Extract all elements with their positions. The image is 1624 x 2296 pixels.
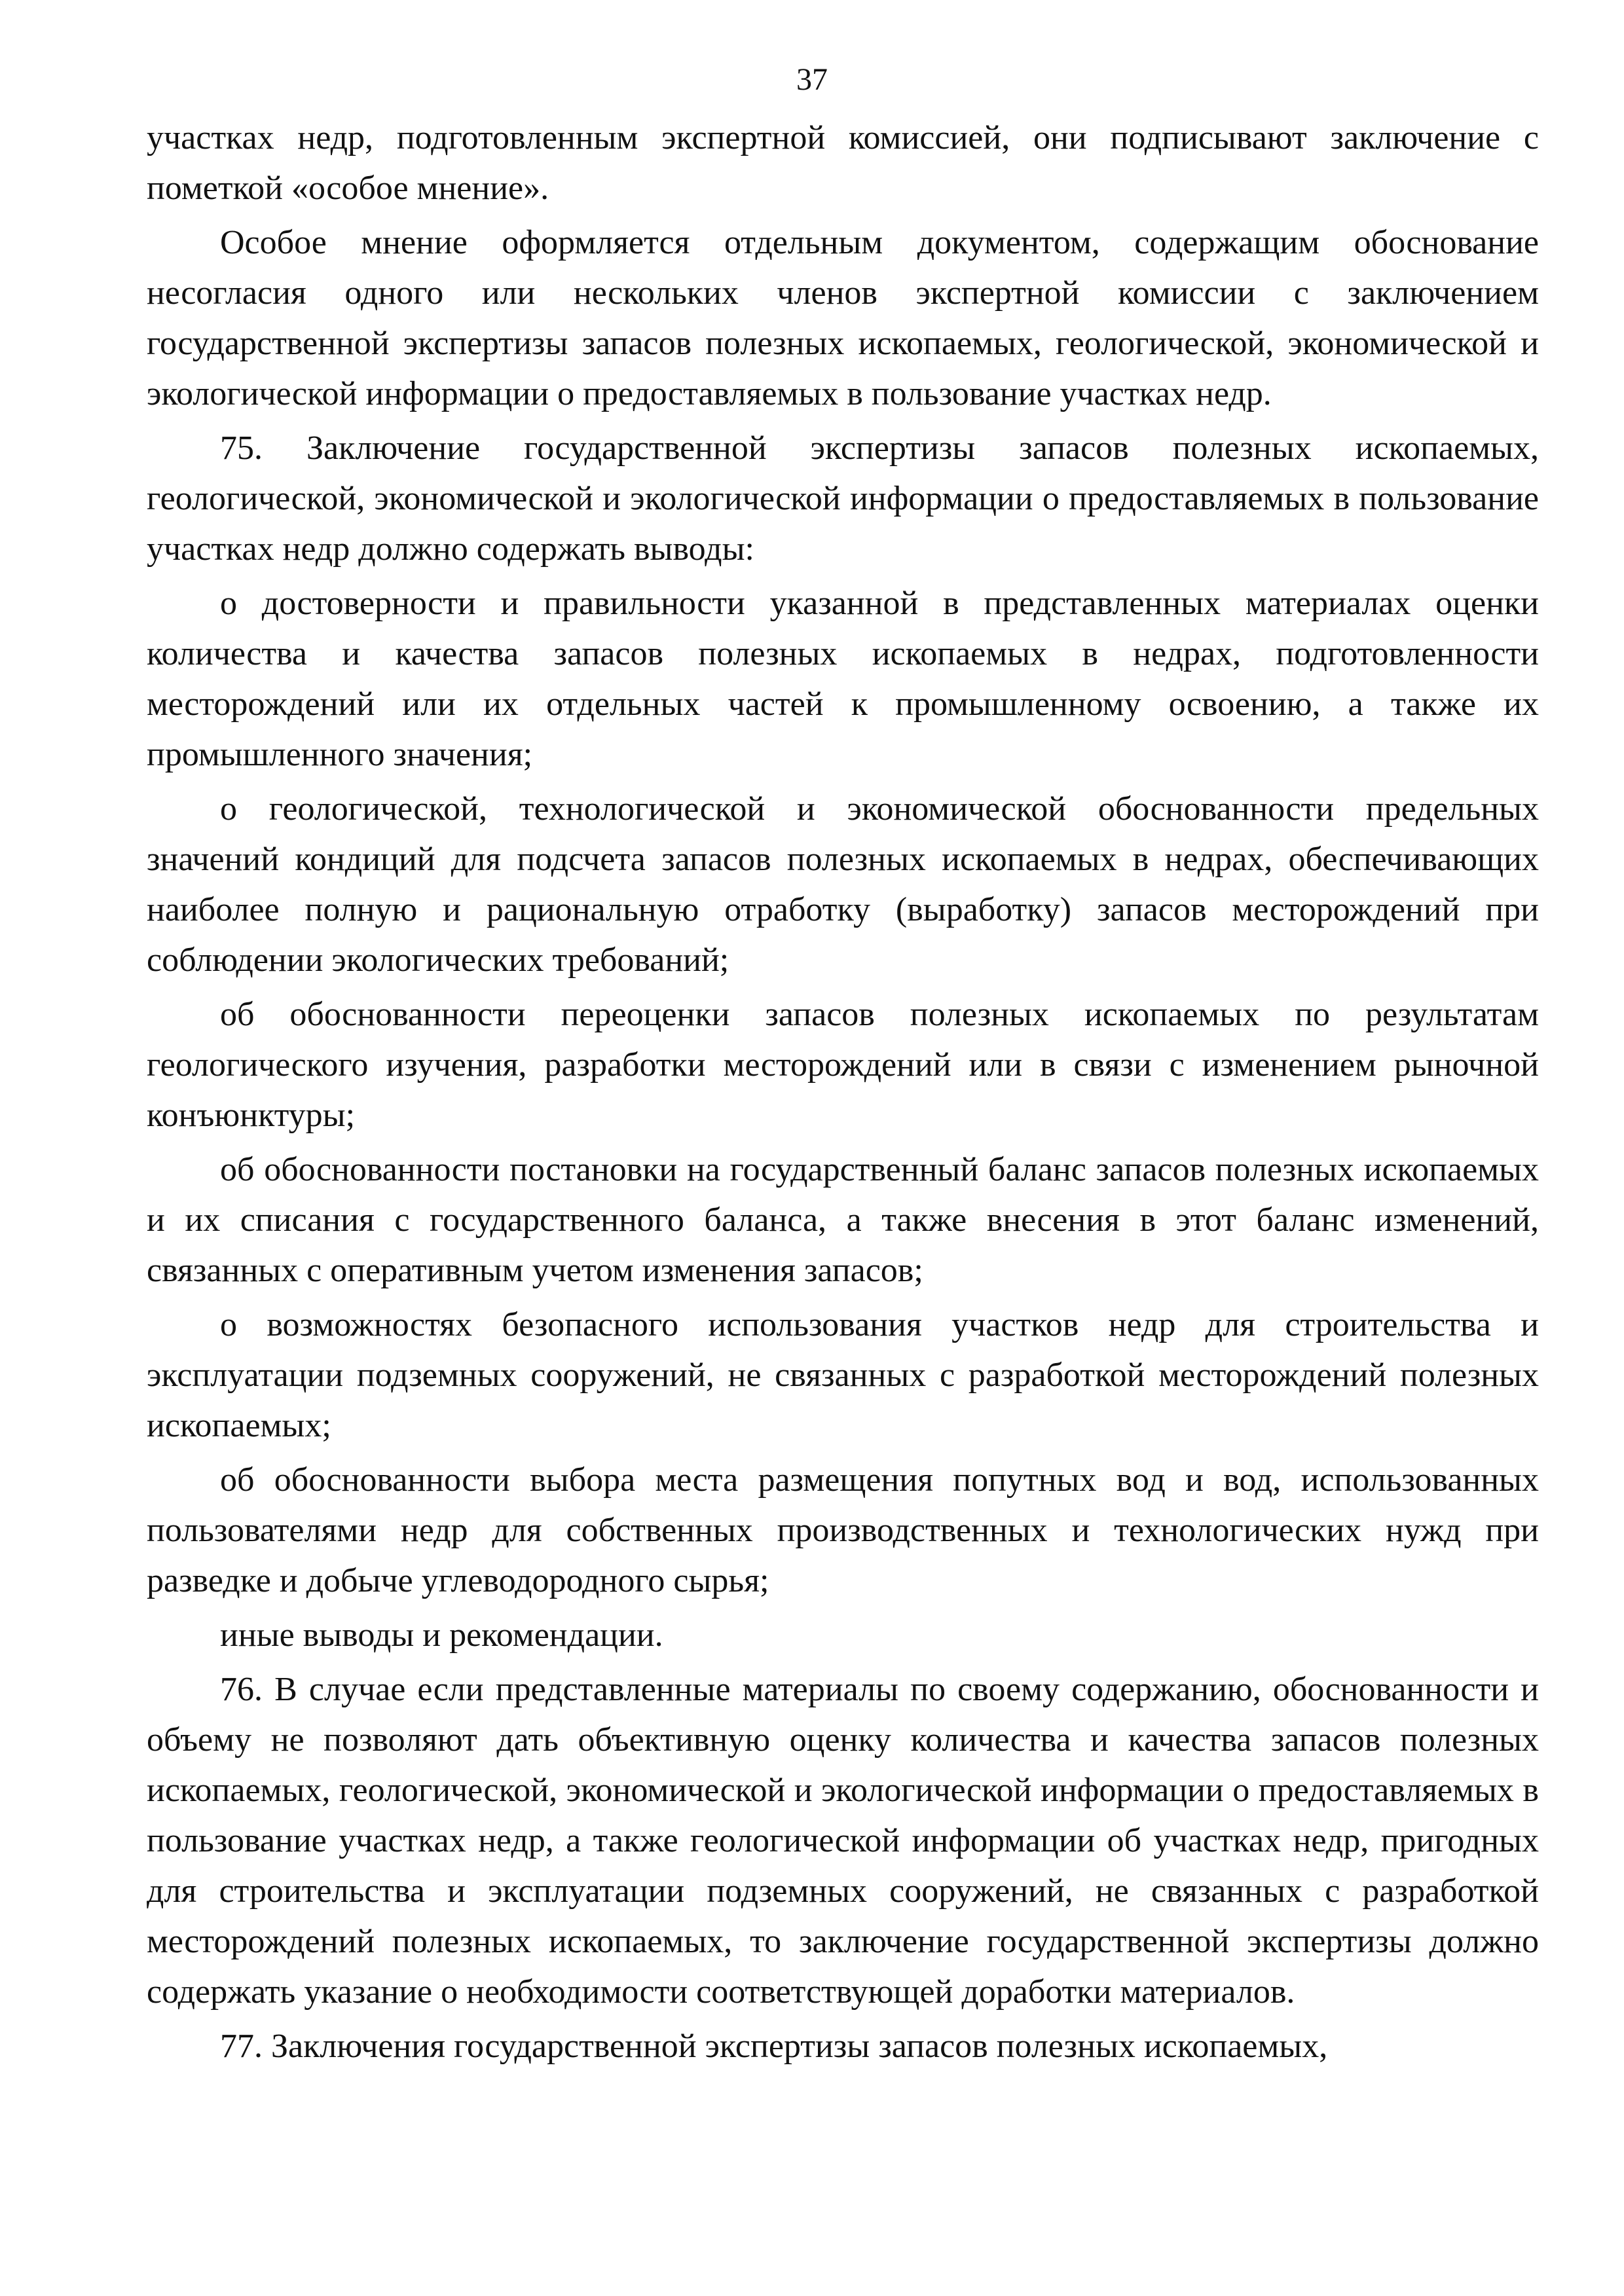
paragraph-continuation: участках недр, подготовленным экспертной комиссией, они подписывают заключение с пометкой «особое мнение». [147,119,1539,207]
paragraph-75-item-1: о достоверности и правильности указанной в представленных материалах оценки количества и качества запасов полезных ископаемых в недрах, подготовленности месторождений или их отдельных частей к промышленному освоению, а также их промышленного значения; [147,585,1539,773]
paragraph-75: 75. Заключение государственной экспертизы запасов полезных ископаемых, геологической, экономической и экологической информации о предоставляемых в пользование участках недр должно содержать выводы: [147,429,1539,568]
page-number: 37 [796,62,828,97]
paragraph-75-item-2: о геологической, технологической и экономической обоснованности предельных значений кондиций для подсчета запасов полезных ископаемых в недрах, обеспечивающих наиболее полную и рациональную отработку (выработку) запасов месторождений при соблюдении экологических требований; [147,790,1539,979]
paragraph-75-item-3: об обоснованности переоценки запасов полезных ископаемых по результатам геологического изучения, разработки месторождений или в связи с изменением рыночной конъюнктуры; [147,996,1539,1134]
paragraph-75-item-6: об обоснованности выбора места размещения попутных вод и вод, использованных пользователями недр для собственных производственных и технологических нужд при разведке и добыче углеводородного сырья; [147,1461,1539,1599]
paragraph-75-item-7: иные выводы и рекомендации. [220,1616,663,1654]
paragraph-77: 77. Заключения государственной экспертизы запасов полезных ископаемых, [220,2028,1328,2065]
paragraph-75-item-5: о возможностях безопасного использования участков недр для строительства и эксплуатации подземных сооружений, не связанных с разработкой месторождений полезных ископаемых; [147,1306,1539,1444]
document-body [147,113,1539,2075]
paragraph-75-item-4: об обоснованности постановки на государственный баланс запасов полезных ископаемых и их списания с государственного баланса, а также внесения в этот баланс изменений, связанных с оперативным учетом изменения запасов; [147,1151,1539,1289]
paragraph-special-opinion: Особое мнение оформляется отдельным документом, содержащим обоснование несогласия одного или нескольких членов экспертной комиссии с заключением государственной экспертизы запасов полезных ископаемых, геологической, экономической и экологической информации о предоставляемых в пользование участках недр. [147,224,1539,412]
paragraph-76: 76. В случае если представленные материалы по своему содержанию, обоснованности и объему не позволяют дать объективную оценку количества и качества запасов полезных ископаемых, геологической, экономической и экологической информации о предоставляемых в пользование участках недр, а также геологической информации об участках недр, пригодных для строительства и эксплуатации подземных сооружений, не связанных с разработкой месторождений полезных ископаемых, то заключение государственной экспертизы должно содержать указание о необходимости соответствующей доработки материалов. [147,1671,1539,2011]
